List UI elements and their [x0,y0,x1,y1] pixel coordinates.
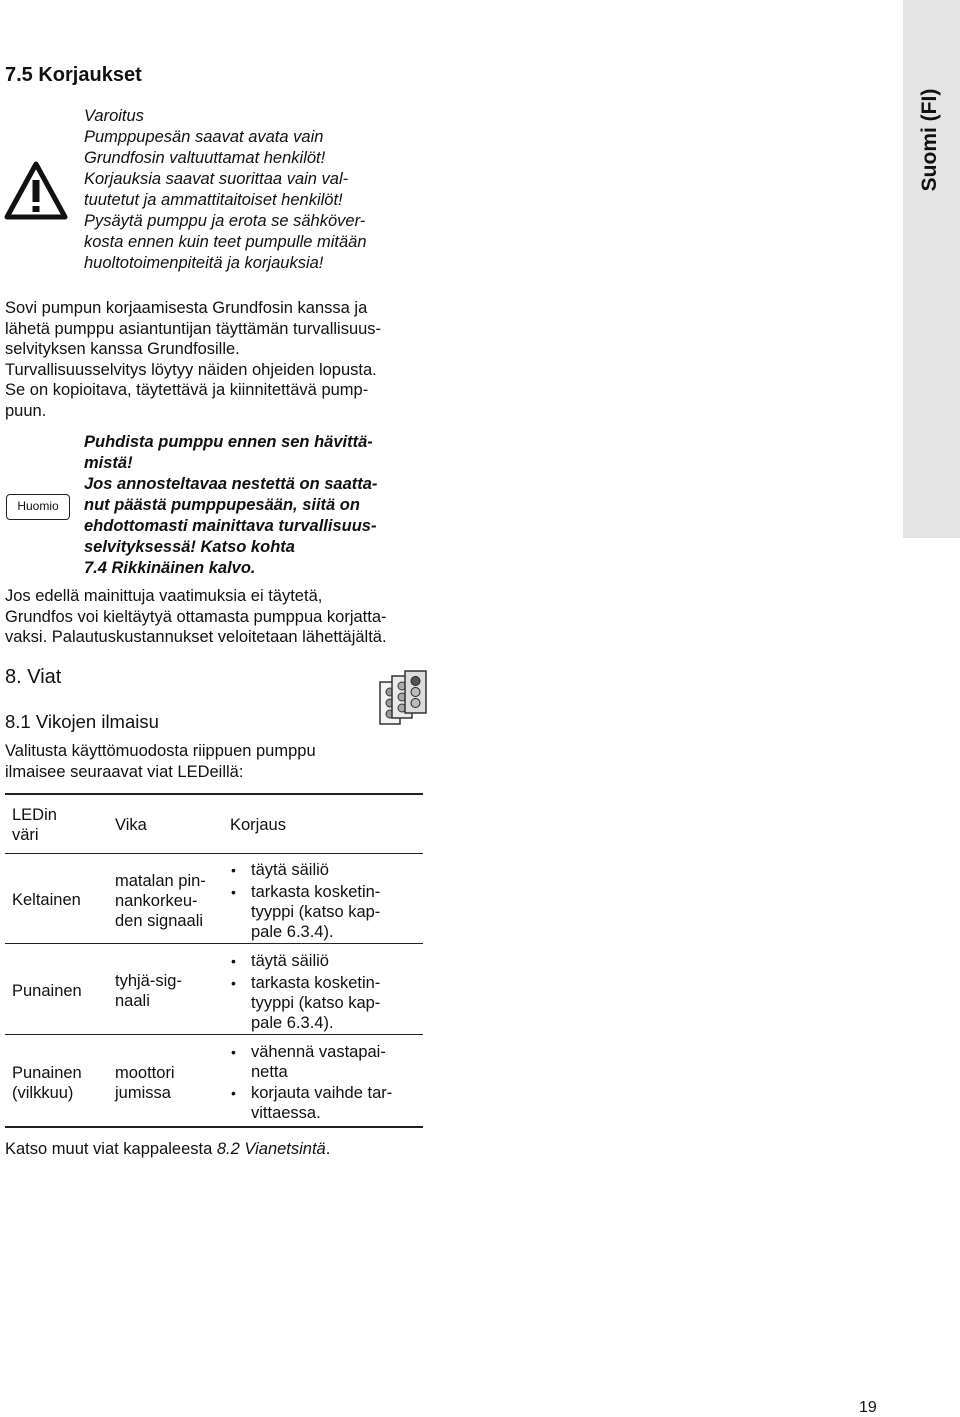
section-heading-8: 8. Viat [5,666,62,688]
note-line: 7.4 Rikkinäinen kalvo. [84,559,256,577]
section-heading-8-1: 8.1 Vikojen ilmaisu [5,711,159,732]
led-panel-icon [378,670,430,731]
table-cell-led: Punainen (vilkkuu) [12,1064,82,1102]
warning-line: Grundfosin valtuuttamat henkilöt! [84,149,326,167]
note-line: ehdottomasti mainittava turvallisuus- [84,517,377,535]
text-line: Se on kopioitava, täytettävä ja kiinnitettävä pump- [5,381,369,399]
table-cell-remedy: täytä säiliö [251,952,329,970]
warning-line: huoltotoimenpiteitä ja korjauksia! [84,254,324,272]
warning-line: kosta ennen kuin teet pumpulle mitään [84,233,367,251]
note-label-box: Huomio [6,494,70,520]
language-tab-label: Suomi (FI) [918,88,941,192]
text-line: Jos edellä mainittuja vaatimuksia ei täytetä, [5,587,323,605]
bullet-icon: • [231,953,236,969]
table-cell-led: Keltainen [12,891,81,909]
text-line: vaksi. Palautuskustannukset veloitetaan lähettäjältä. [5,628,387,646]
warning-triangle-icon [4,160,68,227]
text-line: ilmaisee seuraavat viat LEDeillä: [5,762,244,781]
table-cell-led: Punainen [12,982,82,1000]
note-line: Puhdista pumppu ennen sen hävittä- [84,433,373,451]
text-line: Valitusta käyttömuodosta riippuen pumppu [5,742,316,760]
note-line: mistä! [84,454,133,472]
bullet-icon: • [231,1044,236,1060]
note-line: selvityksessä! Katso kohta [84,538,295,556]
text-line: selvityksen kanssa Grundfosille. [5,340,240,358]
table-cell-remedy: vähennä vastapai- netta [251,1043,386,1081]
table-header-led: LEDin väri [12,806,57,844]
table-row-divider [5,943,423,944]
warning-block [84,106,367,274]
text-line: Grundfos voi kieltäytyä ottamasta pumppua korjatta- [5,607,387,626]
text-line: Sovi pumpun korjaamisesta Grundfosin kanssa ja [5,299,368,317]
text-line: Turvallisuusselvitys löytyy näiden ohjeiden lopusta. [5,360,377,379]
note-block [84,432,377,579]
warning-line: Pumppupesän saavat avata vain [84,128,324,146]
text-line: lähetä pumppu asiantuntijan täyttämän turvallisuus- [5,319,382,338]
warning-title: Varoitus [84,107,144,125]
note-line: Jos annosteltavaa nestettä on saatta- [84,475,378,493]
table-top-rule [5,793,423,795]
language-tab [903,0,960,538]
fault-intro [5,741,316,782]
table-cell-remedy: tarkasta kosketin- tyyppi (katso kap- pale 6.3.4). [251,974,381,1032]
table-cell-remedy: tarkasta kosketin- tyyppi (katso kap- pale 6.3.4). [251,883,381,941]
page-number: 19 [859,1399,877,1416]
table-header-rule [5,853,423,854]
table-cell-fault: tyhjä-sig- naali [115,972,182,1010]
table-cell-remedy: täytä säiliö [251,861,329,879]
warning-line: Korjauksia saavat suorittaa vain val- [84,170,349,188]
table-cell-fault: matalan pin- nankorkeu- den signaali [115,872,206,930]
bullet-icon: • [231,884,236,900]
bullet-icon: • [231,975,236,991]
table-header-remedy: Korjaus [230,816,286,834]
text-line: puun. [5,401,47,420]
fault-footer-note: Katso muut viat kappaleesta 8.2 Vianetsintä. [5,1140,331,1158]
table-bottom-rule [5,1126,423,1128]
warning-line: tuutetut ja ammattitaitoiset henkilöt! [84,191,343,209]
paragraph-repair-info [5,298,381,421]
warning-line: Pysäytä pumppu ja erota se sähköver- [84,212,366,230]
bullet-icon: • [231,1085,236,1101]
note-line: nut päästä pumppupesään, siitä on [84,496,360,514]
table-cell-remedy: korjauta vaihde tar- vittaessa. [251,1084,393,1122]
bullet-icon: • [231,862,236,878]
paragraph-return-conditions [5,586,387,648]
table-cell-fault: moottori jumissa [115,1064,175,1102]
section-heading-7-5: 7.5 Korjaukset [5,64,142,86]
cross-reference-link: 8.2 Vianetsintä [216,1140,326,1158]
table-header-fault: Vika [115,816,147,834]
table-row-divider [5,1034,423,1035]
